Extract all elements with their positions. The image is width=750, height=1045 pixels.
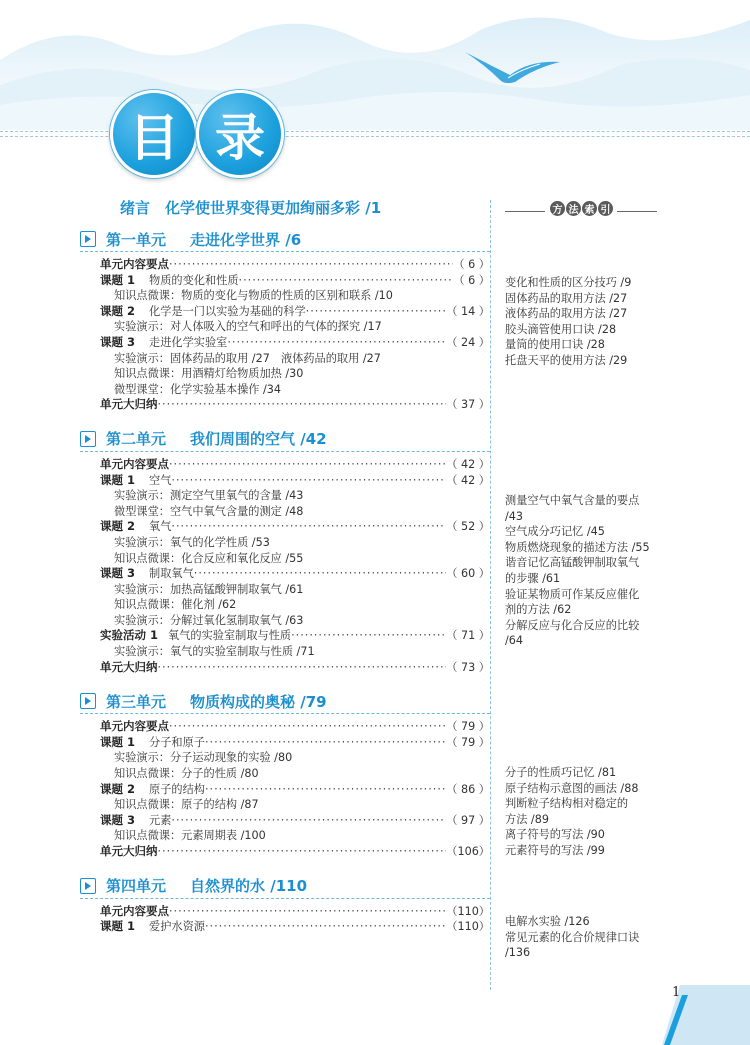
dot-leader [158,844,447,860]
page-number: 1 [672,985,681,1000]
method-index-line[interactable]: 液体药品的取用方法 /27 [505,307,628,321]
method-index-heading [505,200,655,222]
toc-entry[interactable] [80,844,490,860]
entry-page: （ 79 ） [446,735,490,749]
entry-lead [100,660,158,676]
heading-char: 法 [566,201,581,216]
method-index-group-unit1 [505,275,675,369]
method-index-line[interactable]: /136 [505,946,531,960]
entry-lead [100,719,169,735]
dot-leader [169,904,446,920]
dot-leader [205,782,446,798]
method-index-line[interactable]: 测量空气中氧气含量的要点 [505,494,640,507]
method-index-line[interactable]: 电解水实验 /126 [505,915,590,928]
entry-page: （ 14 ） [446,304,490,318]
method-index-line[interactable]: 变化和性质的区分技巧 /9 [505,276,632,289]
toc-subentry[interactable] [80,797,490,813]
toc-entry[interactable] [80,904,490,920]
dot-leader [158,397,447,413]
entry-lead [114,504,303,520]
entry-lead [100,844,158,860]
method-index-line[interactable]: 方法 /89 [505,812,549,826]
dot-leader [169,719,446,735]
toc-entry[interactable] [80,813,490,829]
dot-leader [291,628,446,644]
toc-subentry[interactable] [80,382,490,398]
entry-text: 实验演示：固体药品的取用 /27 液体药品的取用 /27 [114,351,381,365]
entry-lead [100,904,169,920]
method-index-group-unit2 [505,493,675,649]
toc-subentry[interactable] [80,319,490,335]
heading-chars [550,201,613,216]
entry-label: 课题 1 [100,734,136,749]
entry-label: 课题 3 [100,812,136,827]
dot-leader [194,566,446,582]
heading-rule-left [505,211,545,212]
entry-lead [114,535,270,551]
entry-text: 走进化学实验室 [149,335,228,349]
toc-entry[interactable] [80,719,490,735]
toc-entry[interactable] [80,782,490,798]
dot-leader [171,519,446,535]
method-index-line[interactable]: 常见元素的化合价规律口诀 [505,930,640,944]
entry-page: （110） [446,904,490,918]
toc-subentry[interactable] [80,288,490,304]
play-arrow-icon [80,231,96,247]
toc-entry[interactable] [80,566,490,582]
entry-lead [114,766,259,782]
entry-page: （106） [446,845,490,858]
unit-heading[interactable] [80,427,490,452]
entry-page: （ 73 ） [446,660,490,674]
method-index-line[interactable]: 分子的性质巧记忆 /81 [505,766,617,779]
method-index-line[interactable]: 判断粒子结构相对稳定的 [505,797,629,811]
toc-entry[interactable] [80,273,490,289]
entry-lead [100,273,239,289]
heading-char: 索 [582,201,597,216]
entry-text: 知识点微课：化合反应和氧化反应 /55 [114,551,304,565]
toc-subentry[interactable] [80,351,490,367]
entry-lead [114,828,266,844]
unit-heading[interactable] [80,689,490,714]
entry-page: （ 71 ） [446,629,490,643]
entry-text: 空气 [149,473,172,487]
unit-name: 第三单元 [106,692,167,711]
toc-entry[interactable] [80,335,490,351]
method-index-line[interactable]: /43 [505,509,524,523]
entry-text: 化学是一门以实验为基础的科学 [149,304,306,318]
entry-label: 单元内容要点 [100,903,169,918]
dot-leader [239,273,454,289]
dot-leader [306,304,447,320]
toc-entry[interactable] [80,919,490,935]
entry-text: 知识点微课：物质的变化与物质的性质的区别和联系 /10 [114,289,393,303]
method-index-group-unit3 [505,765,675,859]
toc-subentry[interactable] [80,828,490,844]
entry-label: 课题 1 [100,272,136,287]
toc-subentry[interactable] [80,644,490,660]
entry-text: 元素 [149,813,172,827]
entry-text: 实验演示：分子运动现象的实验 /80 [114,751,293,765]
entry-page: （ 52 ） [446,520,490,534]
entry-lead [114,366,303,382]
entry-page: （ 42 ） [446,473,490,487]
entry-lead [100,813,171,829]
method-index-line[interactable]: 剂的方法 /62 [505,603,572,617]
entry-label: 单元内容要点 [100,257,169,271]
entry-page: （ 86 ） [446,782,490,796]
entry-page: （ 24 ） [446,335,490,349]
title-badge-1 [110,90,198,178]
toc-subentry[interactable] [80,488,490,504]
entry-text: 物质的变化和性质 [149,273,239,287]
toc-subentry[interactable] [80,366,490,382]
entry-label: 课题 2 [100,781,136,796]
entry-lead [114,797,259,813]
entry-label: 课题 3 [100,334,136,349]
method-index-line[interactable]: 量筒的使用口诀 /28 [505,338,605,352]
entry-text: 分子和原子 [149,735,205,749]
entry-text: 爱护水资源 [149,920,205,934]
entry-page: （ 37 ） [446,398,490,412]
entry-lead [100,628,291,644]
toc-subentry[interactable] [80,766,490,782]
method-index-line[interactable]: 验证某物质可作某反应催化 [505,587,640,601]
unit-name: 第四单元 [106,877,167,896]
page-corner-decoration [640,985,750,1045]
entry-page: （ 42 ） [446,457,490,471]
entry-lead [114,750,292,766]
method-index-line[interactable]: 谐音记忆高锰酸钾制取氧气 [505,556,640,570]
entry-text: 知识点微课：催化剂 /62 [114,598,237,612]
entry-lead [100,919,205,935]
title-char-1: 目 [129,109,179,167]
column-divider [490,200,491,990]
method-index-line[interactable]: 固体药品的取用方法 /27 [505,291,628,305]
toc-entry[interactable] [80,473,490,489]
dot-leader [169,257,453,273]
method-index-line[interactable]: 物质燃烧现象的描述方法 /55 [505,540,650,554]
toc-entry[interactable] [80,735,490,751]
method-index-line[interactable]: 离子符号的写法 /90 [505,828,605,842]
entry-label: 实验活动 1 [100,628,159,643]
entry-lead [114,288,393,304]
entry-page: （ 79 ） [446,720,490,734]
method-index-line[interactable]: 元素符号的写法 /99 [505,843,605,857]
entry-text: 知识点微课：原子的结构 /87 [114,798,259,812]
method-index-line[interactable]: 托盘天平的使用方法 /29 [505,353,628,367]
entry-lead [114,613,303,629]
unit-title: 物质构成的奥秘 /79 [190,692,327,711]
title-badge-2 [196,90,284,178]
entry-lead [100,473,171,489]
unit-title: 我们周围的空气 /42 [190,430,327,449]
method-index-line[interactable]: 的步骤 /61 [505,571,561,585]
heading-char: 引 [598,201,613,216]
entry-page: （ 97 ） [446,813,490,827]
dot-leader [205,735,446,751]
entry-lead [100,566,194,582]
entry-text: 实验演示：对人体吸入的空气和呼出的气体的探究 /17 [114,320,382,334]
entry-text: 知识点微课：元素周期表 /100 [114,829,266,843]
entry-text: 氧气的实验室制取与性质 [168,629,292,643]
intro-entry[interactable]: 绪言 化学使世界变得更加绚丽多彩 /1 [120,199,382,217]
dot-leader [169,457,446,473]
play-arrow-icon [80,878,96,894]
title-char-2: 录 [215,109,265,167]
method-index-line[interactable]: 胶头滴管使用口诀 /28 [505,322,617,336]
entry-text: 实验演示：氧气的化学性质 /53 [114,535,270,549]
entry-lead [114,597,236,613]
dot-leader [158,660,447,676]
entry-lead [100,519,171,535]
entry-lead [100,397,158,413]
entry-text: 实验演示：分解过氧化氢制取氧气 /63 [114,613,304,627]
entry-label: 课题 3 [100,566,136,581]
entry-text: 制取氧气 [149,567,194,581]
dot-leader [171,473,446,489]
dot-leader [171,813,446,829]
entry-text: 微型课堂：化学实验基本操作 /34 [114,382,281,396]
unit-heading[interactable] [80,227,490,252]
entry-text: 实验演示：测定空气里氧气的含量 /43 [114,489,304,503]
toc-entry[interactable] [80,628,490,644]
entry-text: 实验演示：氧气的实验室制取与性质 /71 [114,645,315,659]
entry-label: 单元内容要点 [100,456,169,471]
toc-entry[interactable] [80,304,490,320]
entry-lead [114,351,381,367]
toc-subentry[interactable] [80,551,490,567]
entry-label: 课题 2 [100,519,136,534]
entry-lead [100,304,306,320]
unit-title: 走进化学世界 /6 [190,230,302,249]
toc-subentry[interactable] [80,504,490,520]
entry-label: 课题 1 [100,919,136,934]
toc-entry[interactable] [80,257,490,273]
entry-lead [100,335,227,351]
entry-lead [114,582,303,598]
entry-page: （ 6 ） [453,258,490,271]
entry-label: 单元大归纳 [100,659,158,674]
entry-lead [114,382,281,398]
method-index-line[interactable]: 空气成分巧记忆 /45 [505,525,605,539]
dot-leader [227,335,446,351]
entry-label: 单元大归纳 [100,844,158,858]
toc-entry[interactable] [80,397,490,413]
toc-subentry[interactable] [80,582,490,598]
table-of-contents [80,197,490,935]
entry-lead [100,457,169,473]
unit-title: 自然界的水 /110 [190,877,308,896]
unit-name: 第二单元 [106,430,167,449]
entry-label: 课题 2 [100,303,136,318]
dot-leader [205,919,446,935]
play-arrow-icon [80,693,96,709]
method-index-line[interactable]: 原子结构示意图的画法 /88 [505,781,639,795]
toc-entry[interactable] [80,519,490,535]
entry-lead [114,551,303,567]
page-title [110,90,285,178]
heading-char: 方 [550,201,565,216]
method-index-line[interactable]: /64 [505,634,524,648]
entry-text: 氧气 [149,520,172,534]
entry-lead [100,257,169,273]
entry-text: 实验演示：加热高锰酸钾制取氧气 /61 [114,582,304,596]
entry-label: 单元大归纳 [100,397,158,412]
entry-label: 课题 1 [100,472,136,487]
toc-subentry[interactable] [80,750,490,766]
toc-subentry[interactable] [80,597,490,613]
entry-text: 知识点微课：分子的性质 /80 [114,767,259,781]
toc-subentry[interactable] [80,535,490,551]
entry-lead [100,735,205,751]
entry-label: 单元内容要点 [100,719,169,734]
entry-lead [100,782,205,798]
method-index-group-unit4 [505,914,675,961]
entry-text: 知识点微课：用酒精灯给物质加热 /30 [114,367,304,381]
toc-entry[interactable] [80,660,490,676]
toc-subentry[interactable] [80,613,490,629]
unit-heading[interactable] [80,874,490,899]
entry-page: （110） [446,920,490,934]
toc-entry[interactable] [80,457,490,473]
heading-rule-right [617,211,657,212]
play-arrow-icon [80,431,96,447]
entry-page: （ 60 ） [446,567,490,581]
entry-page: （ 6 ） [453,273,490,287]
entry-lead [114,319,382,335]
entry-lead [114,488,303,504]
entry-lead [114,644,315,660]
entry-text: 原子的结构 [149,782,205,796]
unit-name: 第一单元 [106,230,167,249]
entry-text: 微型课堂：空气中氧气含量的测定 /48 [114,504,304,518]
method-index-line[interactable]: 分解反应与化合反应的比较 [505,618,640,632]
